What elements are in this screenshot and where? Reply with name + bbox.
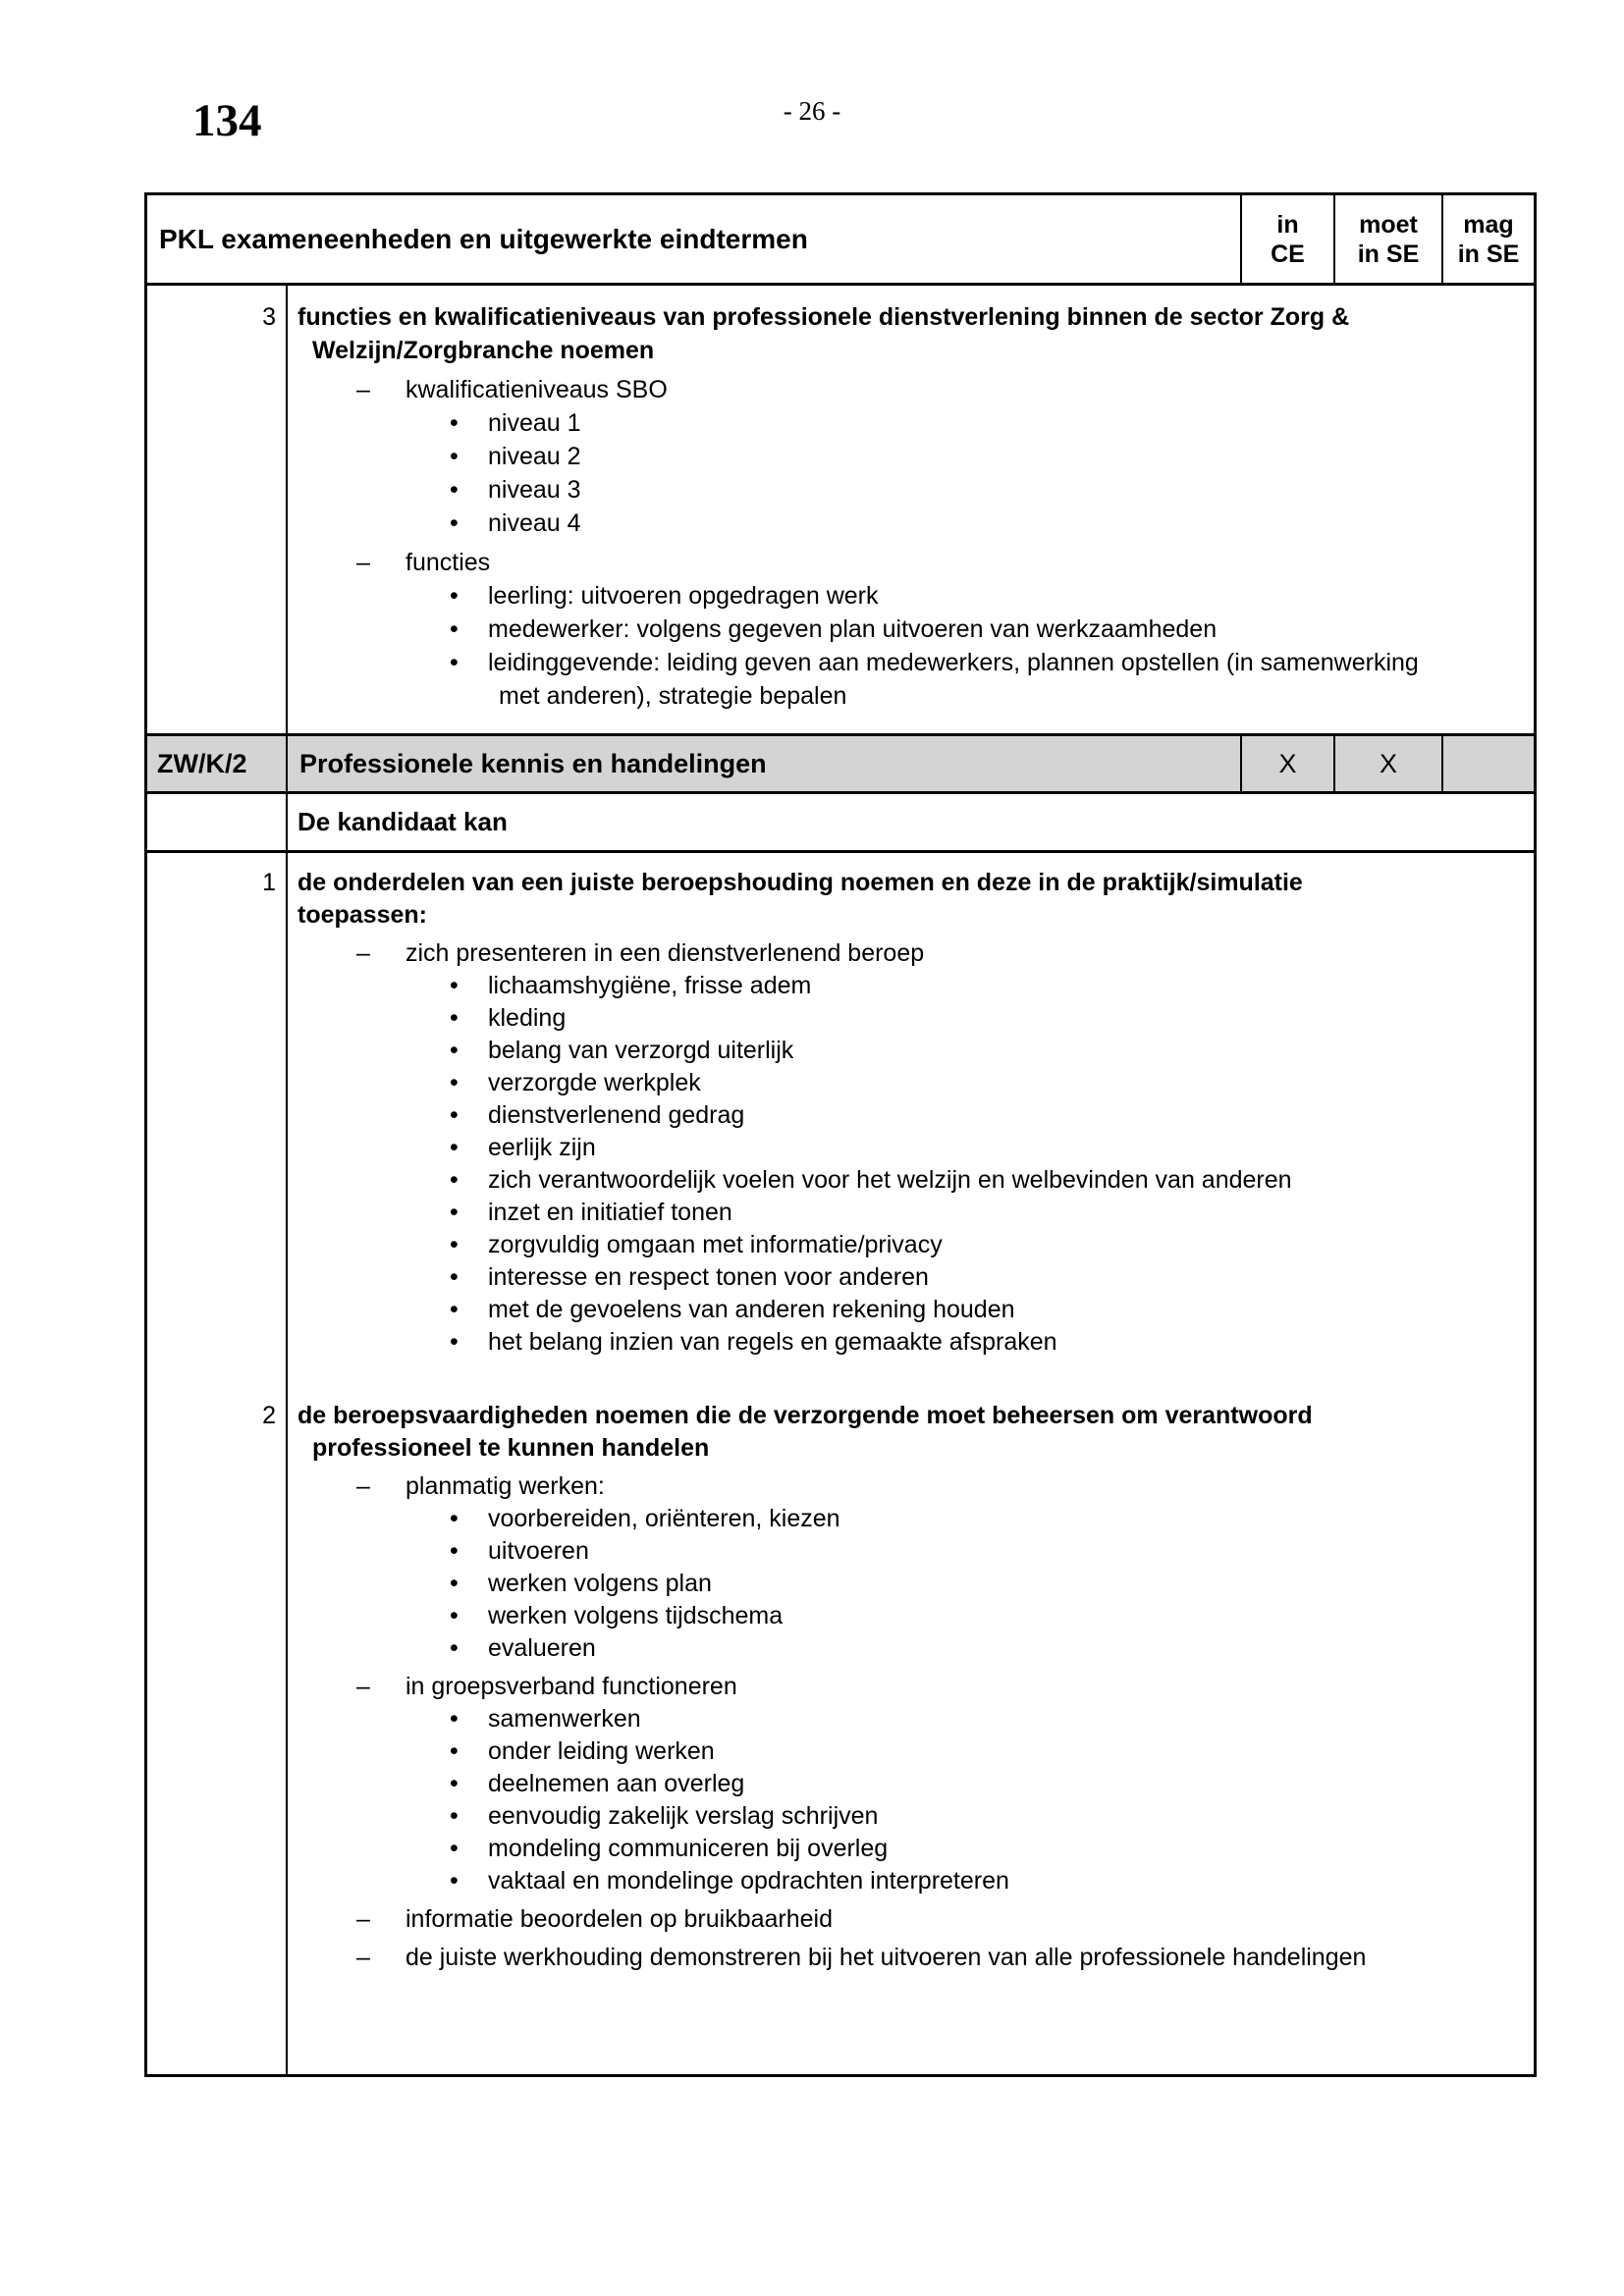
line-text: samenwerken: [488, 1705, 641, 1733]
bullet-icon: •: [450, 1101, 459, 1129]
bullet-icon: •: [450, 1069, 459, 1096]
line-text: voorbereiden, oriënteren, kiezen: [488, 1505, 840, 1532]
line-text: professioneel te kunnen handelen: [312, 1434, 710, 1462]
content-line: [147, 1432, 1534, 1465]
mark-in-ce: X: [1240, 736, 1333, 791]
line-text: kleding: [488, 1004, 567, 1032]
line-text: verzorgde werkplek: [488, 1069, 701, 1096]
line-text: functies en kwalificatieniveaus van professionele dienstverlening binnen de sector Zorg &: [298, 303, 1350, 331]
bullet-icon: •: [450, 1770, 459, 1797]
content-line: [147, 867, 1534, 899]
content-line: [147, 440, 1534, 473]
bullet-icon: •: [450, 582, 459, 610]
item-number: [147, 970, 286, 1002]
line-text: lichaamshygiëne, frisse adem: [488, 972, 812, 999]
item-number: [147, 334, 286, 367]
bullet-icon: •: [450, 972, 459, 999]
content-line: [147, 1261, 1534, 1294]
content-line: [147, 1703, 1534, 1735]
item-number: [147, 613, 286, 646]
line-text: informatie beoordelen op bruikbaarheid: [406, 1905, 834, 1933]
content-line: [147, 1470, 1534, 1503]
content-line: [147, 1671, 1534, 1703]
item-number: [147, 1132, 286, 1164]
content-line: [147, 507, 1534, 540]
line-text: niveau 1: [488, 409, 581, 437]
bullet-icon: •: [450, 1835, 459, 1862]
item-number: [147, 899, 286, 932]
content-line: [147, 1735, 1534, 1768]
dash-icon: –: [356, 1472, 370, 1500]
line-text: in groepsverband functioneren: [406, 1673, 737, 1700]
item-number: [147, 1865, 286, 1897]
item-number: [147, 1197, 286, 1229]
content-line: [147, 1503, 1534, 1535]
line-text: functies: [406, 549, 491, 576]
line-text: werken volgens tijdschema: [488, 1602, 784, 1629]
dash-icon: –: [356, 376, 370, 403]
item-number: [147, 1903, 286, 1936]
item-number: [147, 1035, 286, 1067]
bullet-icon: •: [450, 476, 459, 504]
dash-icon: –: [356, 549, 370, 576]
content-line: [147, 1400, 1534, 1432]
content-line: [147, 1002, 1534, 1035]
content-line: [147, 546, 1534, 579]
item-number: [147, 1099, 286, 1132]
item-number: [147, 546, 286, 579]
item-number: [147, 579, 286, 613]
bullet-icon: •: [450, 615, 459, 643]
content-line: [147, 1099, 1534, 1132]
line-text: eenvoudig zakelijk verslag schrijven: [488, 1802, 879, 1830]
exam-table: [144, 192, 1537, 2077]
content-line: [147, 1035, 1534, 1067]
item-number: [147, 1503, 286, 1535]
bullet-icon: •: [450, 509, 459, 537]
line-text: het belang inzien van regels en gemaakte afspraken: [488, 1328, 1057, 1356]
content-line: [147, 373, 1534, 406]
content-line: [147, 1865, 1534, 1897]
bullet-icon: •: [450, 1134, 459, 1161]
column-header-in-ce: [1240, 195, 1333, 283]
content-line: [147, 1632, 1534, 1665]
dash-icon: –: [356, 1905, 370, 1933]
content-line: [147, 679, 1534, 713]
bullet-icon: •: [450, 1705, 459, 1733]
line-text: de beroepsvaardigheden noemen die de verzorgende moet beheersen om verantwoord: [298, 1402, 1313, 1429]
dash-icon: –: [356, 1673, 370, 1700]
bullet-icon: •: [450, 1296, 459, 1323]
bullet-icon: •: [450, 1328, 459, 1356]
item-number: [147, 1800, 286, 1833]
bullet-icon: •: [450, 1004, 459, 1032]
item-number: [147, 1768, 286, 1800]
line-text: de onderdelen van een juiste beroepshouding noemen en deze in de praktijk/simulatie: [298, 869, 1303, 896]
candidate-row: [147, 794, 1534, 853]
content-line: [147, 1600, 1534, 1632]
mark-moet-in-se: X: [1333, 736, 1441, 791]
bullet-icon: •: [450, 1537, 459, 1565]
column-header-line: CE: [1271, 240, 1305, 268]
item-number: [147, 440, 286, 473]
section-3-lines: [147, 300, 1534, 713]
line-text: niveau 4: [488, 509, 581, 537]
line-text: zich presenteren in een dienstverlenend beroep: [406, 939, 925, 967]
content-line: [147, 937, 1534, 970]
items-lines: [147, 867, 1534, 1974]
content-line: [147, 1535, 1534, 1568]
column-divider: [286, 794, 288, 850]
mark-mag-in-se: [1441, 736, 1534, 791]
line-text: planmatig werken:: [406, 1472, 605, 1500]
candidate-text: De kandidaat kan: [298, 807, 508, 836]
item-number: [147, 1632, 286, 1665]
bullet-icon: •: [450, 649, 459, 676]
item-number: [147, 1229, 286, 1261]
line-text: medewerker: volgens gegeven plan uitvoeren van werkzaamheden: [488, 615, 1218, 643]
line-text: niveau 3: [488, 476, 581, 504]
item-number: [147, 1833, 286, 1865]
bullet-icon: •: [450, 443, 459, 470]
item-number: [147, 1535, 286, 1568]
content-line: [147, 579, 1534, 613]
content-line: [147, 1800, 1534, 1833]
column-header-mag-in-se: [1441, 195, 1534, 283]
content-line: [147, 1903, 1534, 1936]
line-text: onder leiding werken: [488, 1737, 715, 1765]
page-number: 134: [192, 95, 262, 146]
item-number: [147, 1600, 286, 1632]
item-number: [147, 679, 286, 713]
bullet-icon: •: [450, 1570, 459, 1597]
column-header-line: in SE: [1457, 240, 1520, 268]
item-number: [147, 1164, 286, 1197]
bullet-icon: •: [450, 409, 459, 437]
content-line: [147, 970, 1534, 1002]
item-number: [147, 1470, 286, 1503]
line-text: Welzijn/Zorgbranche noemen: [312, 337, 655, 364]
content-line: [147, 1229, 1534, 1261]
column-header-line: in SE: [1357, 240, 1420, 268]
line-text: vaktaal en mondelinge opdrachten interpreteren: [488, 1867, 1009, 1895]
item-number: [147, 1671, 286, 1703]
exam-unit-code: ZW/K/2: [157, 748, 247, 778]
content-line: [147, 1197, 1534, 1229]
item-number: [147, 1326, 286, 1359]
item-number: [147, 1261, 286, 1294]
content-line: [147, 1164, 1534, 1197]
line-text: belang van verzorgd uiterlijk: [488, 1037, 794, 1064]
bullet-icon: •: [450, 1263, 459, 1291]
item-number: 1: [262, 869, 276, 896]
item-number: [147, 1568, 286, 1600]
column-header-line: in: [1276, 210, 1299, 239]
column-header-line: mag: [1463, 210, 1514, 239]
bullet-icon: •: [450, 1231, 459, 1258]
dash-icon: –: [356, 939, 370, 967]
item-number: [147, 1703, 286, 1735]
content-line: [147, 406, 1534, 440]
content-line: [147, 899, 1534, 932]
line-text: uitvoeren: [488, 1537, 589, 1565]
dash-icon: –: [356, 1944, 370, 1971]
bullet-icon: •: [450, 1634, 459, 1662]
column-divider: [286, 286, 288, 733]
content-line: [147, 613, 1534, 646]
item-number: [147, 1432, 286, 1465]
item-number: 2: [262, 1402, 276, 1429]
content-line: [147, 473, 1534, 507]
table-header-row: [147, 195, 1534, 286]
content-line: [147, 646, 1534, 679]
line-text: met de gevoelens van anderen rekening houden: [488, 1296, 1015, 1323]
item-number: [147, 937, 286, 970]
exam-unit-title: Professionele kennis en handelingen: [286, 736, 1240, 791]
exam-unit-row: [147, 736, 1534, 794]
line-text: evalueren: [488, 1634, 596, 1662]
line-text: dienstverlenend gedrag: [488, 1101, 745, 1129]
spacer: [147, 1359, 1534, 1400]
item-number: [147, 1942, 286, 1974]
column-header-line: moet: [1359, 210, 1418, 239]
content-line: [147, 1326, 1534, 1359]
line-text: zich verantwoordelijk voelen voor het welzijn en welbevinden van anderen: [488, 1166, 1292, 1194]
content-line: [147, 1942, 1534, 1974]
bullet-icon: •: [450, 1867, 459, 1895]
column-header-moet-in-se: [1333, 195, 1441, 283]
item-number: [147, 373, 286, 406]
line-text: mondeling communiceren bij overleg: [488, 1835, 889, 1862]
content-line: [147, 1294, 1534, 1326]
line-text: niveau 2: [488, 443, 581, 470]
line-text: deelnemen aan overleg: [488, 1770, 745, 1797]
line-text: de juiste werkhouding demonstreren bij het uitvoeren van alle professionele handelingen: [406, 1944, 1367, 1971]
line-text: kwalificatieniveaus SBO: [406, 376, 668, 403]
line-text: leidinggevende: leiding geven aan medewerkers, plannen opstellen (in samenwerking: [488, 649, 1419, 676]
line-text: werken volgens plan: [488, 1570, 712, 1597]
item-number: [147, 1294, 286, 1326]
bullet-icon: •: [450, 1505, 459, 1532]
bullet-icon: •: [450, 1802, 459, 1830]
content-line: [147, 1132, 1534, 1164]
content-line: [147, 1768, 1534, 1800]
item-number: [147, 646, 286, 679]
items-row: [147, 853, 1534, 2074]
line-text: leerling: uitvoeren opgedragen werk: [488, 582, 879, 610]
item-number: [147, 1067, 286, 1099]
line-text: zorgvuldig omgaan met informatie/privacy: [488, 1231, 943, 1258]
line-text: met anderen), strategie bepalen: [499, 682, 847, 710]
content-line: [147, 300, 1534, 334]
item-number: [147, 406, 286, 440]
bullet-icon: •: [450, 1037, 459, 1064]
item-number: [147, 1002, 286, 1035]
item-number: [147, 473, 286, 507]
content-line: [147, 1067, 1534, 1099]
bullet-icon: •: [450, 1199, 459, 1226]
item-number: 3: [262, 303, 276, 331]
column-divider: [286, 853, 288, 2074]
page-label-center: - 26 -: [783, 96, 841, 126]
line-text: inzet en initiatief tonen: [488, 1199, 732, 1226]
bullet-icon: •: [450, 1166, 459, 1194]
line-text: interesse en respect tonen voor anderen: [488, 1263, 929, 1291]
table-title: PKL exameneenheden en uitgewerkte eindtermen: [159, 223, 808, 254]
content-line: [147, 1833, 1534, 1865]
content-line: [147, 1568, 1534, 1600]
bullet-icon: •: [450, 1602, 459, 1629]
section-3-row: [147, 286, 1534, 736]
bullet-icon: •: [450, 1737, 459, 1765]
content-line: [147, 334, 1534, 367]
line-text: eerlijk zijn: [488, 1134, 596, 1161]
item-number: [147, 1735, 286, 1768]
item-number: [147, 507, 286, 540]
line-text: toepassen:: [298, 901, 427, 929]
